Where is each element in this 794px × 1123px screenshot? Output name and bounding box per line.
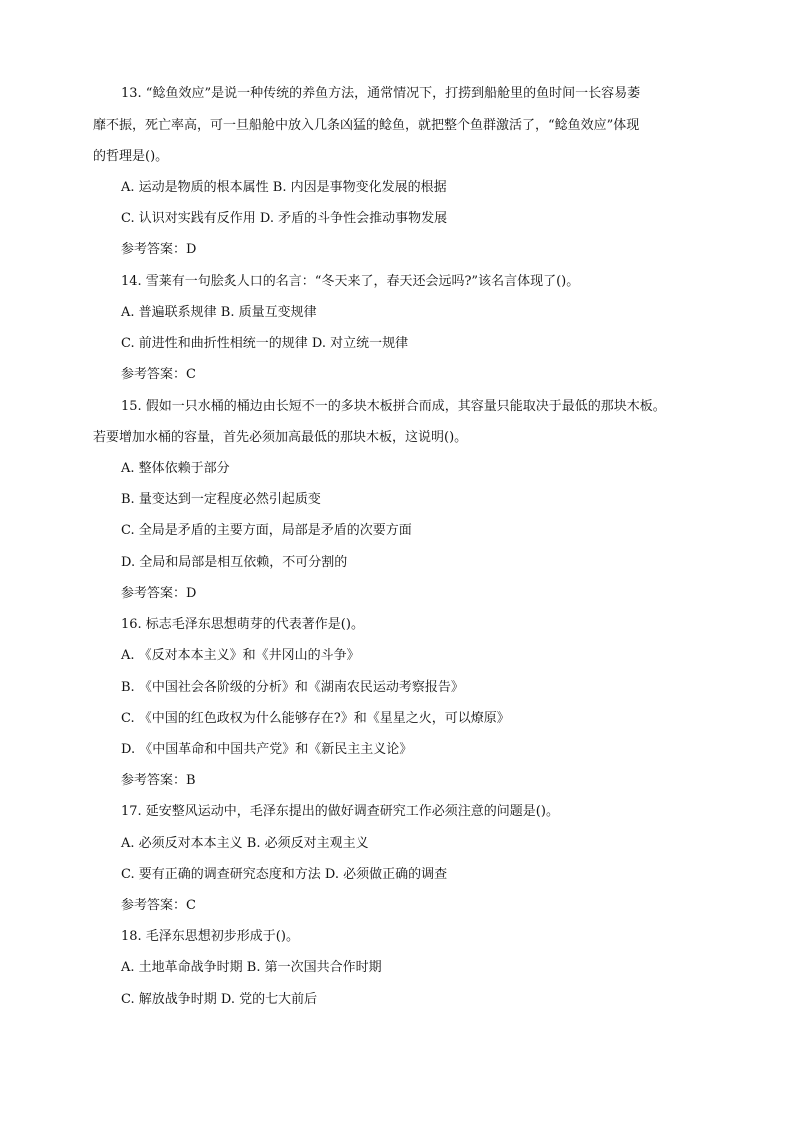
q13-stem-line-3: 的哲理是()。: [93, 149, 169, 164]
q18-options-cd: C. 解放战争时期 D. 党的七大前后: [121, 992, 318, 1007]
q13-stem-line-1: 13. “鲶鱼效应”是说一种传统的养鱼方法，通常情况下，打捞到船舱里的鱼时间一长容易萎: [121, 86, 641, 101]
q15-option-a: A. 整体依赖于部分: [121, 461, 230, 476]
q15-option-c: C. 全局是矛盾的主要方面，局部是矛盾的次要方面: [121, 523, 412, 538]
q13-options-ab: A. 运动是物质的根本属性 B. 内因是事物变化发展的根据: [121, 180, 447, 195]
q15-option-d: D. 全局和局部是相互依赖，不可分割的: [121, 555, 348, 570]
q16-option-c: C. 《中国的红色政权为什么能够存在?》和《星星之火，可以燎原》: [121, 711, 510, 726]
q18-options-ab: A. 土地革命战争时期 B. 第一次国共合作时期: [121, 960, 382, 975]
q14-options-ab: A. 普遍联系规律 B. 质量互变规律: [121, 305, 317, 320]
q13-stem-line-2: 靡不振，死亡率高，可一旦船舱中放入几条凶猛的鲶鱼，就把整个鱼群激活了，“鲶鱼效应”体现: [93, 118, 640, 133]
q15-option-b: B. 量变达到一定程度必然引起质变: [121, 492, 321, 507]
q14-stem: 14. 雪莱有一句脍炙人口的名言：“冬天来了，春天还会远吗?”该名言体现了()。: [121, 274, 580, 289]
q15-answer: 参考答案：D: [121, 586, 197, 601]
q17-options-ab: A. 必须反对本本主义 B. 必须反对主观主义: [121, 836, 369, 851]
q16-option-a: A. 《反对本本主义》和《井冈山的斗争》: [121, 648, 360, 663]
q17-answer: 参考答案：C: [121, 898, 196, 913]
q14-answer: 参考答案：C: [121, 367, 196, 382]
q13-options-cd: C. 认识对实践有反作用 D. 矛盾的斗争性会推动事物发展: [121, 211, 448, 226]
q16-answer: 参考答案：B: [121, 773, 196, 788]
q17-options-cd: C. 要有正确的调查研究态度和方法 D. 必须做正确的调查: [121, 867, 448, 882]
q17-stem: 17. 延安整风运动中，毛泽东提出的做好调查研究工作必须注意的问题是()。: [121, 804, 559, 819]
q15-stem-line-1: 15. 假如一只水桶的桶边由长短不一的多块木板拼合而成，其容量只能取决于最低的那块木板。: [121, 399, 666, 414]
q18-stem: 18. 毛泽东思想初步形成于()。: [121, 929, 299, 944]
q14-options-cd: C. 前进性和曲折性相统一的规律 D. 对立统一规律: [121, 336, 409, 351]
q13-answer: 参考答案：D: [121, 242, 197, 257]
q15-stem-line-2: 若要增加水桶的容量，首先必须加高最低的那块木板，这说明()。: [93, 430, 468, 445]
q16-option-b: B. 《中国社会各阶级的分析》和《湖南农民运动考察报告》: [121, 680, 464, 695]
q16-option-d: D. 《中国革命和中国共产党》和《新民主主义论》: [121, 742, 413, 757]
q16-stem: 16. 标志毛泽东思想萌芽的代表著作是()。: [121, 617, 364, 632]
